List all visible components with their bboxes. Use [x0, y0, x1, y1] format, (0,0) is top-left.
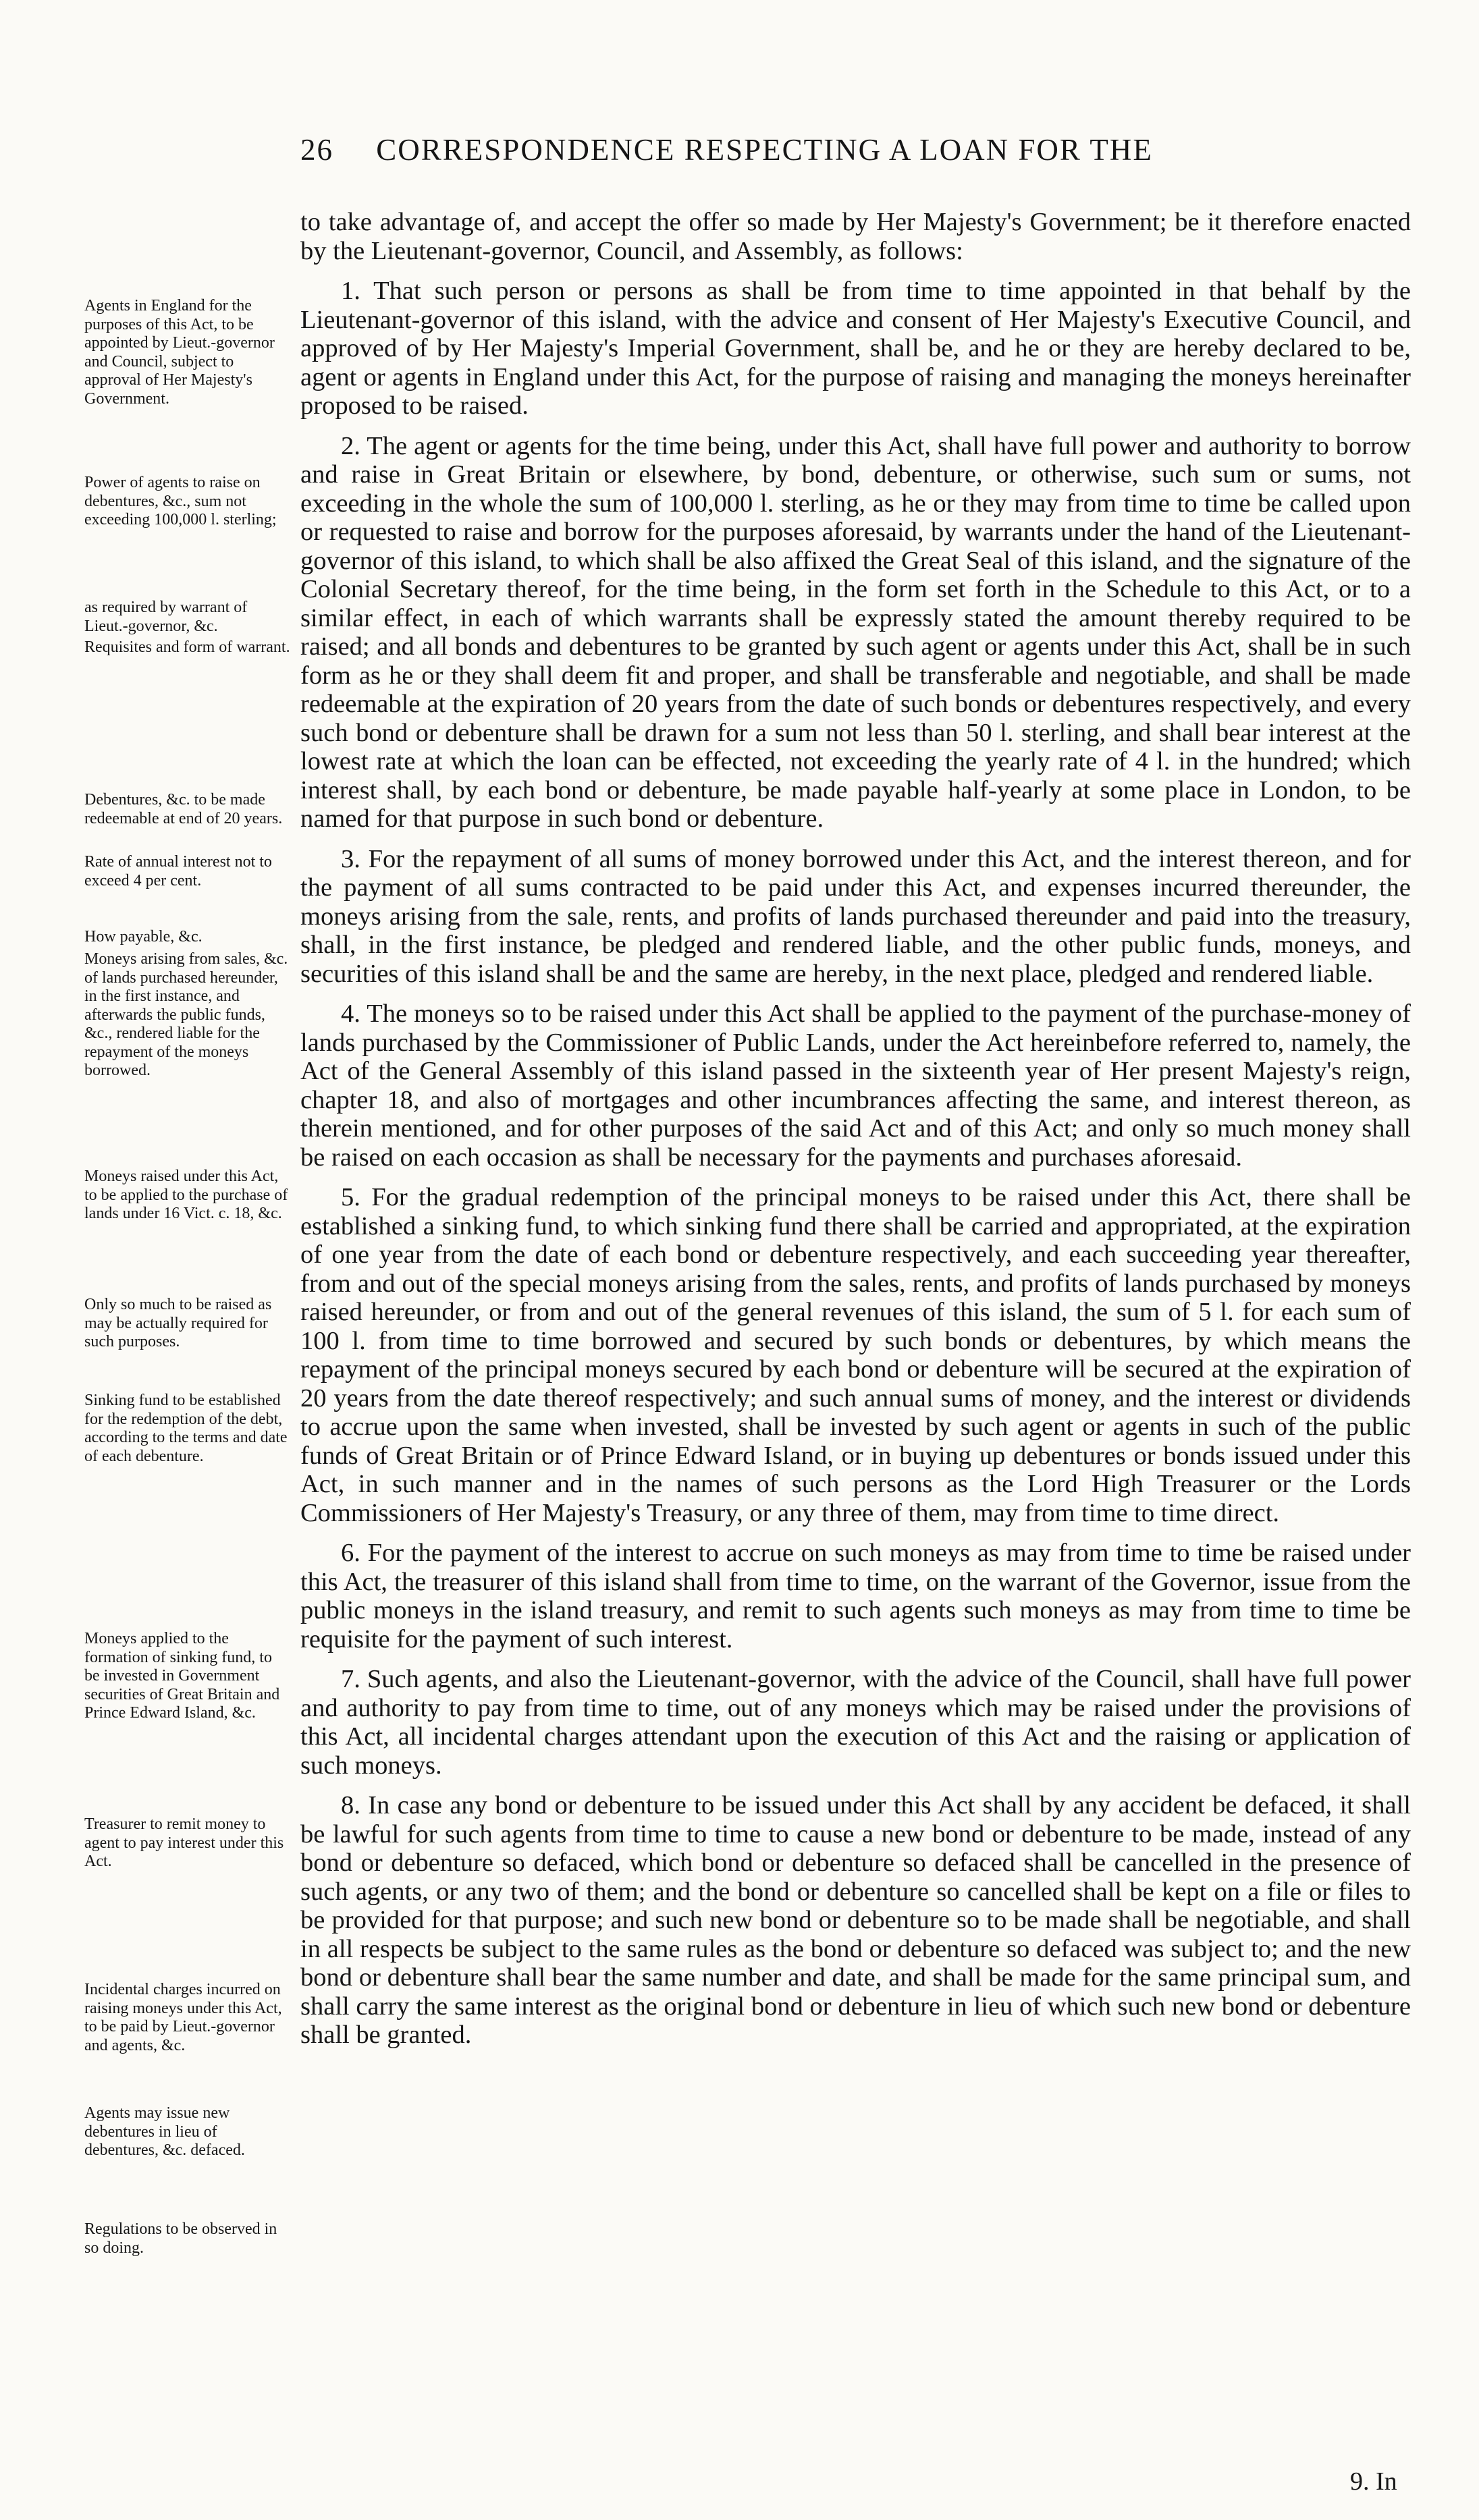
margin-note: Moneys arising from sales, &c. of lands purchased hereunder, in the first instance, and afterwards the public funds, &c., rendered liable for the repayment of the moneys borrowed.: [84, 950, 288, 1079]
margin-note: Requisites and form of warrant.: [84, 638, 290, 656]
margin-note: Agents in England for the purposes of this Act, to be appointed by Lieut.-governor and Council, subject to approval of Her Majesty's Government.: [84, 297, 275, 408]
intro-paragraph: to take advantage of, and accept the offer so made by Her Majesty's Government; be it therefore enacted by the Lieutenant-governor, Council, and Assembly, as follows:: [300, 208, 1411, 265]
margin-note: Treasurer to remit money to agent to pay interest under this Act.: [84, 1815, 284, 1870]
section-5: 5. For the gradual redemption of the principal moneys to be raised under this Act, there shall be established a sinking fund, to which sinking fund there shall be carried and appropriated, at the expiration of one year from the date of each bond or debenture respectively, and each succeeding year thereafter, from and out of the special moneys arising from the sales, rents, and profits of lands purchased by moneys raised hereunder, or from and out of the general revenues of this island, the sum of 5 l. for each sum of 100 l. from time to time borrowed and secured by such bonds or debentures, by which means the repayment of the principal moneys secured by each bond or debenture will be secured at the expiration of 20 years from the date thereof respectively; and such annual sums of money, and the interest or dividends to accrue upon the same when invested, shall be invested by such agent or agents in such of the public funds of Great Britain or of Prince Edward Island, or in buying up debentures or bonds issued under this Act, in such manner and in the names of such persons as the Lord High Treasurer or the Lords Commissioners of Her Majesty's Treasury, or any three of them, may from time to time direct.: [300, 1183, 1411, 1527]
page-number: 26: [300, 133, 333, 167]
margin-note: Agents may issue new debentures in lieu of debentures, &c. defaced.: [84, 2104, 245, 2159]
margin-note: Regulations to be observed in so doing.: [84, 2220, 277, 2257]
section-6: 6. For the payment of the interest to accrue on such moneys as may from time to time be raised under this Act, the treasurer of this island shall from time to time, on the warrant of the Governor, issue from the public moneys in the island treasury, and remit to such agents such moneys as may from time to time be requisite for the payment of such interest.: [300, 1539, 1411, 1653]
margin-note: Moneys raised under this Act, to be applied to the purchase of lands under 16 Vict. c. 18, &c.: [84, 1168, 288, 1222]
section-8: 8. In case any bond or debenture to be issued under this Act shall by any accident be defaced, it shall be lawful for such agents from time to time to cause a new bond or debenture to be made, instead of any bond or debenture so defaced, which bond or debenture so defaced shall be cancelled in the presence of such agents, or any two of them; and the bond or debenture so cancelled shall be kept on a file or files to be provided for that purpose; and such new bond or debenture so to be made shall be negotiable, and shall in all respects be subject to the same rules as the bond or debenture so defaced was subject to; and the new bond or debenture shall bear the same number and date, and shall be made for the same principal sum, and shall carry the same interest as the original bond or debenture in lieu of which such new bond or debenture shall be granted.: [300, 1791, 1411, 2049]
margin-note: Rate of annual interest not to exceed 4 per cent.: [84, 853, 272, 889]
margin-note: Debentures, &c. to be made redeemable at end of 20 years.: [84, 791, 283, 827]
margin-note: Incidental charges incurred on raising moneys under this Act, to be paid by Lieut.-governor and agents, &c.: [84, 1981, 282, 2054]
margin-note: Power of agents to raise on debentures, &c., sum not exceeding 100,000 l. sterling;: [84, 474, 277, 528]
section-1: 1. That such person or persons as shall be from time to time appointed in that behalf by the Lieutenant-governor of this island, with the advice and consent of Her Majesty's Executive Council, and approved of by Her Majesty's Imperial Government, shall be, and he or they are hereby declared to be, agent or agents in England under this Act, for the purpose of raising and managing the moneys hereinafter proposed to be raised.: [300, 277, 1411, 420]
margin-note: as required by warrant of Lieut.-governor, &c.: [84, 599, 248, 635]
margin-note: Only so much to be raised as may be actually required for such purposes.: [84, 1296, 272, 1350]
section-2: 2. The agent or agents for the time being, under this Act, shall have full power and authority to borrow and raise in Great Britain or elsewhere, by bond, debenture, or otherwise, such sum or sums, not exceeding in the whole the sum of 100,000 l. sterling, as he or they may from time to time be called upon or requested to raise and borrow for the purposes aforesaid, by warrants under the hand of the Lieutenant-governor of this island, to which shall be also affixed the Great Seal of this island, and the signature of the Colonial Secretary thereof, for the time being, in the form set forth in the Schedule to this Act, or to a similar effect, in each of which warrants shall be expressly stated the amount thereby required to be raised; and all bonds and debentures to be granted by such agent or agents under this Act, shall be in such form as he or they shall deem fit and proper, and shall be transferable and negotiable, and shall be made redeemable at the expiration of 20 years from the date of such bonds or debentures respectively, and every such bond or debenture shall be drawn for a sum not less than 50 l. sterling, and shall bear interest at the lowest rate at which the loan can be effected, not exceeding the yearly rate of 4 l. in the hundred; which interest shall, by each bond or debenture, be made payable half-yearly at some place in London, to be named for that purpose in such bond or debenture.: [300, 431, 1411, 833]
main-text: [300, 208, 1411, 2061]
section-7: 7. Such agents, and also the Lieutenant-governor, with the advice of the Council, shall have full power and authority to pay from time to time, out of any moneys which may be raised under the provisions of this Act, all incidental charges attendant upon the execution of this Act and the raising or application of such moneys.: [300, 1665, 1411, 1780]
margin-note: Sinking fund to be established for the redemption of the debt, according to the terms and date of each debenture.: [84, 1392, 288, 1465]
section-3: 3. For the repayment of all sums of money borrowed under this Act, and the interest thereon, and for the payment of all sums contracted to be paid under this Act, and expenses incurred thereunder, the moneys arising from the sale, rents, and profits of lands purchased thereunder and paid into the treasury, shall, in the first instance, be pledged and rendered liable, and the other public funds, moneys, and securities of this island shall be and the same are hereby, in the next place, pledged and rendered liable.: [300, 844, 1411, 988]
margin-note: How payable, &c.: [84, 928, 203, 946]
running-title: CORRESPONDENCE RESPECTING A LOAN FOR THE: [376, 133, 1153, 167]
catchword: 9. In: [1350, 2467, 1397, 2496]
page-header: [300, 132, 1414, 167]
margin-note: Moneys applied to the formation of sinking fund, to be invested in Government securities of Great Britain and Prince Edward Island, &c.: [84, 1630, 280, 1722]
section-4: 4. The moneys so to be raised under this Act shall be applied to the payment of the purchase-money of lands purchased by the Commissioner of Public Lands, under the Act hereinbefore referred to, namely, the Act of the General Assembly of this island passed in the sixteenth year of Her present Majesty's reign, chapter 18, and also of mortgages and other incumbrances affecting the same, and interest thereon, as therein mentioned, and for other purposes of the said Act and of this Act; and only so much money shall be raised on each occasion as shall be necessary for the payments and purchases aforesaid.: [300, 999, 1411, 1172]
